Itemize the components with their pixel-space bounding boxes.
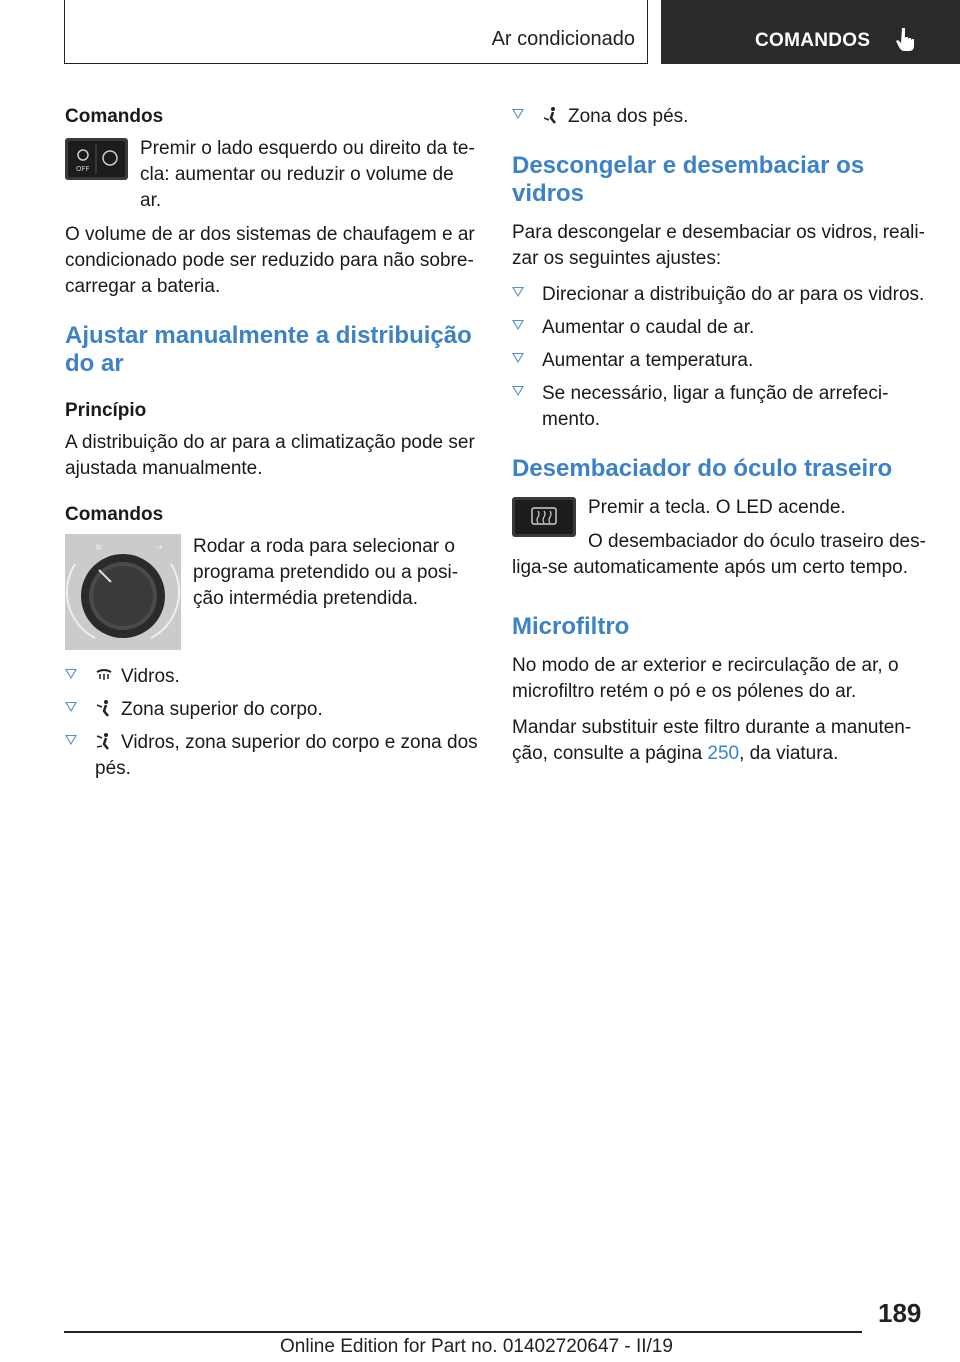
microfilter-text2 [512, 715, 926, 767]
defrost-heading: Descongelar e desembaciar os vidros [512, 152, 865, 207]
svg-text:≋: ≋ [95, 543, 103, 553]
list-item [65, 730, 478, 782]
list-item-text: Aumentar a temperatura. [542, 350, 754, 371]
dial-row [65, 534, 478, 650]
right-column [512, 104, 926, 777]
defrost-list [512, 282, 926, 433]
rear-defogger-text1: Premir a tecla. O LED acende. [588, 497, 846, 518]
list-item [65, 664, 478, 690]
controls2-heading: Comandos [65, 504, 164, 525]
fan-button-image [65, 138, 128, 180]
page-number: 189 [878, 1298, 922, 1328]
svg-text:⇢: ⇢ [155, 543, 163, 553]
volume-note: O volume de ar dos sistemas de chaufagem e ar condicionado pode ser reduzido para não sobre-carregar a bateria. [65, 224, 475, 297]
controls-heading: Comandos [65, 106, 164, 127]
microfilter-heading: Microfiltro [512, 613, 630, 640]
rear-defogger-text2: O desembaciador do óculo traseiro des-liga-se automaticamente após um certo tempo. [512, 531, 926, 578]
svg-text:OFF: OFF [76, 165, 90, 173]
list-item-text: Vidros, zona superior do corpo e zona dos pés. [95, 732, 478, 779]
feet-list [512, 104, 926, 130]
controls2-text: Rodar a roda para selecionar o programa pretendido ou a posi-ção intermédia pretendida. [193, 536, 459, 609]
list-item [512, 381, 926, 433]
header-section-box [64, 0, 648, 64]
defrost-intro: Para descongelar e desembaciar os vidros, reali-zar os seguintes ajustes: [512, 222, 925, 269]
air-distribution-dial-image [65, 534, 181, 650]
bullet-triangle-icon [512, 287, 524, 297]
footer-divider [64, 1331, 862, 1333]
principle-text: A distribuição do ar para a climatização pode ser ajustada manualmente. [65, 432, 475, 479]
section-title: Ar condicionado [491, 28, 635, 50]
windscreen-icon [95, 666, 113, 684]
bullet-triangle-icon [65, 669, 77, 679]
list-item [512, 282, 926, 308]
edition-text: Online Edition for Part no. 01402720647 - II/19 [280, 1336, 673, 1357]
upper-body-icon [95, 699, 113, 717]
list-item [512, 315, 926, 341]
list-item-text: Direcionar a distribuição do ar para os vidros. [542, 284, 925, 305]
list-item [65, 697, 478, 723]
upper-body-feet-icon [95, 732, 113, 750]
bullet-triangle-icon [65, 702, 77, 712]
list-item-text: Se necessário, ligar a função de arrefeci-mento. [542, 383, 889, 430]
distribution-list [65, 664, 478, 782]
principle-heading: Princípio [65, 400, 147, 421]
controls-text: Premir o lado esquerdo ou direito da te-cla: aumentar ou reduzir o volume de ar. [140, 138, 475, 211]
microfilter-text2-a: Mandar substituir este filtro durante a manuten-ção, consulte a página [512, 717, 912, 764]
feet-icon [542, 106, 560, 124]
fan-button-row [65, 136, 478, 214]
list-item-text: Aumentar o caudal de ar. [542, 317, 755, 338]
bullet-triangle-icon [512, 386, 524, 396]
list-item-text: Zona dos pés. [568, 106, 689, 127]
list-item-text: Vidros. [121, 666, 180, 687]
page-link[interactable]: 250 [707, 743, 740, 764]
bullet-triangle-icon [65, 735, 77, 745]
bullet-triangle-icon [512, 109, 524, 119]
list-item [512, 348, 926, 374]
bullet-triangle-icon [512, 353, 524, 363]
microfilter-text1: No modo de ar exterior e recirculação de ar, o microfiltro retém o pó e os pólenes do ar. [512, 655, 899, 702]
list-item [512, 104, 926, 130]
list-item-text: Zona superior do corpo. [121, 699, 323, 720]
rear-defogger-button-image [512, 497, 576, 537]
hand-pointer-icon [893, 26, 919, 52]
rear-defogger-heading: Desembaciador do óculo traseiro [512, 455, 893, 482]
left-column [65, 104, 478, 794]
bullet-triangle-icon [512, 320, 524, 330]
manual-distribution-heading: Ajustar manualmente a distribuição do ar [65, 322, 472, 377]
chapter-title: COMANDOS [755, 30, 871, 51]
header-chapter-box [661, 0, 960, 64]
microfilter-text2-b: , da viatura. [739, 743, 839, 764]
